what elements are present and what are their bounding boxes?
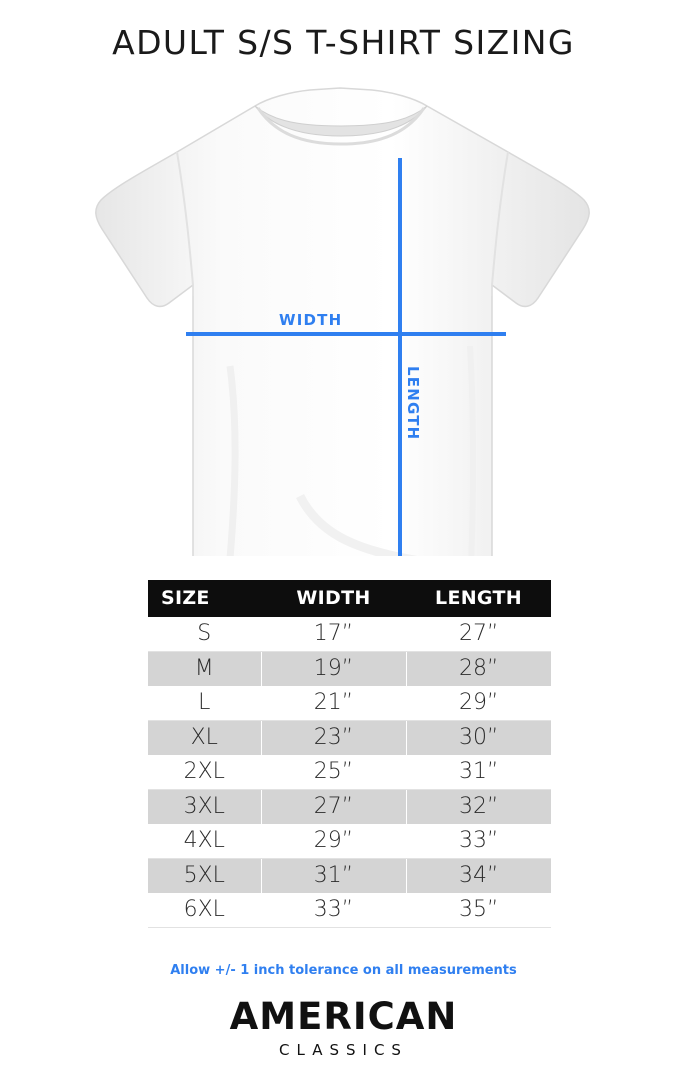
cell-length: 35”: [406, 893, 551, 928]
table-row: [148, 859, 551, 894]
cell-size: L: [148, 686, 261, 721]
cell-width: 27”: [261, 790, 406, 825]
table-row: [148, 893, 551, 928]
size-table-head: [148, 580, 551, 617]
table-row: [148, 617, 551, 652]
size-table-body: [148, 617, 551, 928]
size-table: [148, 580, 551, 928]
brand-subtitle: CLASSICS: [279, 1041, 408, 1059]
cell-width: 29”: [261, 824, 406, 859]
brand-logo: [0, 995, 687, 1059]
cell-length: 27”: [406, 617, 551, 652]
cell-size: 3XL: [148, 790, 261, 825]
cell-width: 19”: [261, 652, 406, 687]
table-header-row: [148, 580, 551, 617]
header-length: LENGTH: [406, 580, 551, 617]
cell-width: 21”: [261, 686, 406, 721]
cell-width: 33”: [261, 893, 406, 928]
cell-size: 4XL: [148, 824, 261, 859]
cell-length: 28”: [406, 652, 551, 687]
cell-width: 25”: [261, 755, 406, 790]
cell-length: 34”: [406, 859, 551, 894]
page-title: ADULT S/S T-SHIRT SIZING: [112, 23, 575, 62]
cell-size: 6XL: [148, 893, 261, 928]
cell-width: 31”: [261, 859, 406, 894]
table-row: [148, 652, 551, 687]
table-row: [148, 686, 551, 721]
table-row: [148, 755, 551, 790]
cell-length: 29”: [406, 686, 551, 721]
cell-size: 5XL: [148, 859, 261, 894]
cell-size: M: [148, 652, 261, 687]
cell-width: 23”: [261, 721, 406, 756]
cell-size: S: [148, 617, 261, 652]
header-size: SIZE: [148, 580, 261, 617]
header-width: WIDTH: [261, 580, 406, 617]
length-label: LENGTH: [404, 366, 422, 441]
table-row: [148, 721, 551, 756]
table-row: [148, 790, 551, 825]
size-table-wrapper: [148, 580, 538, 928]
cell-length: 31”: [406, 755, 551, 790]
cell-size: 2XL: [148, 755, 261, 790]
cell-length: 32”: [406, 790, 551, 825]
tshirt-diagram: [0, 66, 687, 556]
cell-width: 17”: [261, 617, 406, 652]
tolerance-note: Allow +/- 1 inch tolerance on all measurements: [170, 963, 517, 978]
cell-size: XL: [148, 721, 261, 756]
width-label: WIDTH: [279, 311, 343, 329]
cell-length: 30”: [406, 721, 551, 756]
table-row: [148, 824, 551, 859]
cell-length: 33”: [406, 824, 551, 859]
brand-name: AMERICAN: [229, 995, 458, 1038]
tshirt-illustration: [0, 66, 687, 556]
